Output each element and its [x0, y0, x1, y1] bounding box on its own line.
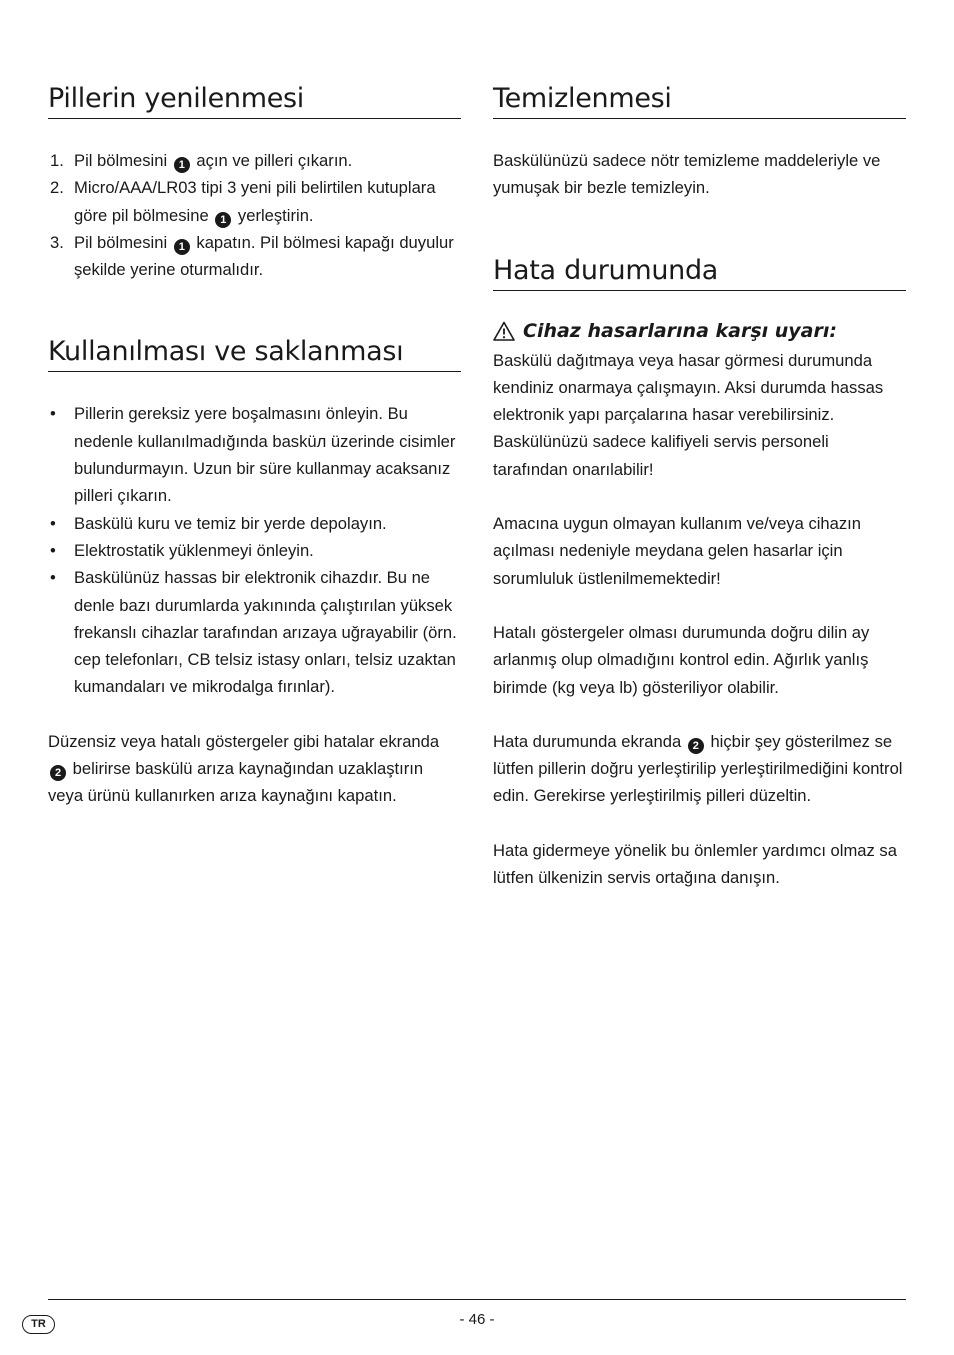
warning-paragraph: Baskülü dağıtmaya veya hasar görmesi durumunda kendiniz onarmaya çalışmayın. Aksi durumda hassas elektronik yapı parçalarına hasar verebilirsiniz. Baskülünüzü sadece kalifiyeli servis personeli tarafından onarılabilir!: [493, 350, 884, 479]
cleaning-paragraph: Baskülünüzü sadece nötr temizleme maddeleriyle ve yumuşak bir bezle temizleyin.: [493, 151, 881, 198]
no-display-paragraph: Hata durumunda ekranda 2 hiçbir şey gösterilmez se lütfen pillerin doğru yerleştirilip yerleştirilmediğini kontrol edin. Gerekirse yerleştirilmiş pilleri düzeltin.: [493, 731, 903, 806]
page-number: - 46 -: [459, 1311, 495, 1328]
interference-paragraph: Düzensiz veya hatalı göstergeler gibi hatalar ekranda 2 belirirse baskülü arıza kaynağından uzaklaştırın veya ürünü kullanırken arıza kaynağını kapatın.: [48, 731, 440, 806]
left-column: [48, 82, 461, 810]
warning-heading: Cihaz hasarlarına karşı uyarı:: [493, 317, 906, 345]
language-check-paragraph: Hatalı göstergeler olması durumunda doğru dilin ay arlanmış olup olmadığını kontrol edin. Ağırlık yanlış birimde (kg veya lb) gösteriliyor olabilir.: [493, 622, 870, 697]
battery-compartment-badge: 1: [174, 239, 190, 255]
battery-compartment-badge: 1: [174, 157, 190, 173]
section-title-usage-storage: Kullanılması ve saklanması: [48, 335, 461, 372]
language-badge: TR: [22, 1315, 55, 1334]
footer-divider: [48, 1299, 906, 1300]
section-title-battery: Pillerin yenilenmesi: [48, 82, 461, 119]
list-item: 1. Pil bölmesini 1 açın ve pilleri çıkarın.: [50, 151, 353, 171]
right-column: [493, 82, 906, 891]
battery-compartment-badge: 1: [215, 212, 231, 228]
list-item: • Baskülünüz hassas bir elektronik cihazdır. Bu ne denle bazı durumlarda yakınında çalıştırılan yüksek frekanslı cihazlar tarafından arızaya uğrayabilir (örn. cep telefonları, CB telsiz istasy onları, telsiz uzaktan kumandaları ve mikrodalga fırınlar).: [50, 568, 457, 697]
service-paragraph: Hata gidermeye yönelik bu önlemler yardımcı olmaz sa lütfen ülkenizin servis ortağına danışın.: [493, 840, 897, 888]
usage-bullets-list: [48, 400, 461, 700]
display-badge: 2: [50, 765, 66, 781]
battery-steps-list: [48, 147, 461, 283]
list-item: 2. Micro/AAA/LR03 tipi 3 yeni pili belirtilen kutuplara göre pil bölmesine 1 yerleştirin.: [50, 178, 436, 226]
section-title-troubleshooting: Hata durumunda: [493, 254, 906, 291]
list-item: • Elektrostatik yüklenmeyi önleyin.: [50, 540, 314, 560]
list-item: • Pillerin gereksiz yere boşalmasını önleyin. Bu nedenle kullanılmadığında basküл üzerinde cisimler bulundurmayın. Uzun bir süre kullanmay acaksanız pilleri çıkarın.: [50, 404, 456, 506]
list-item: 3. Pil bölmesini 1 kapatın. Pil bölmesi kapağı duyulur şekilde yerine oturmalıdır.: [50, 232, 454, 280]
display-badge: 2: [688, 738, 704, 754]
list-item: • Baskülü kuru ve temiz bir yerde depolayın.: [50, 513, 387, 533]
section-title-cleaning: Temizlenmesi: [493, 82, 906, 119]
warning-triangle-icon: [493, 321, 515, 341]
liability-paragraph: Amacına uygun olmayan kullanım ve/veya cihazın açılması nedeniyle meydana gelen hasarlar için sorumluluk üstlenilmemektedir!: [493, 514, 862, 588]
